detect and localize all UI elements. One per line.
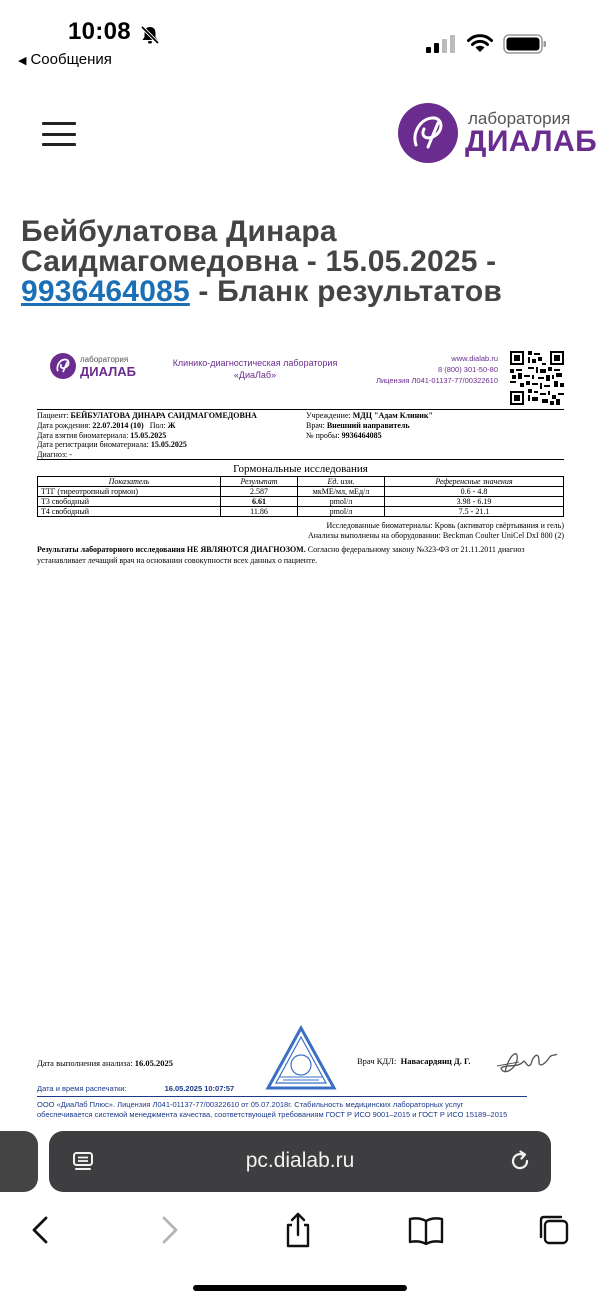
table-row [38,487,564,497]
llc-info [37,1100,537,1120]
bell-muted-icon [139,24,161,46]
back-triangle-icon: ◀ [18,55,27,67]
menu-button[interactable] [42,122,76,146]
col-header: Референсные значения [385,477,564,487]
diag-label: Диагноз: [37,450,68,460]
dob-value: 22.07.2014 (10) [92,420,144,430]
battery-icon [503,34,547,54]
equipment-text: Анализы выполнены на оборудовании: Beckman Coulter UniCel DxI 800 (2) [307,531,564,540]
doc-lab-name [170,357,340,381]
printed-label: Дата и время распечатки: [37,1084,127,1093]
print-datetime [37,1084,234,1093]
cell-unit: pmol/л [298,497,385,507]
doc-lab-line2: «ДиаЛаб» [233,370,277,380]
back-chevron-icon[interactable] [20,1210,60,1250]
kdl-value: Навасардянц Д. Г. [400,1056,471,1066]
disclaimer-bold: Результаты лабораторного исследования НЕ ЯВЛЯЮТСЯ ДИАГНОЗОМ. [37,545,306,554]
dialab-logo[interactable] [398,103,598,165]
bookmarks-icon[interactable] [406,1210,446,1250]
doc-logo-caption: лаборатория [80,355,129,364]
home-indicator[interactable] [193,1285,407,1291]
doc-logo [50,353,140,383]
disclaimer-text: Согласно федеральному закону №323-ФЗ от 21.11.2011 диагноз устанавливает лечащий врач на основании совокупности всех данных о пациенте. [37,545,525,565]
taken-value: 15.05.2025 [130,430,167,440]
sex-value: Ж [167,420,176,430]
doc-logo-wordmark: ДИАЛАБ [80,364,137,379]
logo-caption: лаборатория [468,109,571,128]
menu-line [42,143,76,146]
biomaterial-text: Исследованные биоматериалы: Кровь (активатор свёртывания и гель) [326,521,564,530]
footer-rule [37,1096,527,1097]
doc-site: www.dialab.ru [451,354,498,363]
table-row [38,497,564,507]
doc-contacts [360,353,498,386]
biomaterial-info [308,521,564,541]
institution-info [306,411,433,440]
cell-result: 6.61 [221,497,298,507]
patient-info [37,411,257,460]
llc-line1: ООО «ДиаЛаб Плюс». Лицензия Л041-01137-77/00322610 от 05.07.2018г. Стабильность медицинских лабораторных услуг [37,1100,464,1109]
llc-line2: обеспечивается системой менеджмента качества, соответствующей требованиям ГОСТ Р ИСО 9001–2015 и ГОСТ Р ИСО 15189–2015 [37,1110,508,1119]
disclaimer [37,545,567,566]
title-text-part1: Бейбулатова Динара Саидмагомедовна - 15.05.2025 - [21,215,497,278]
reg-value: 15.05.2025 [150,440,187,450]
url-text: pc.dialab.ru [245,1149,355,1172]
diag-value: - [69,450,72,460]
status-bar [0,0,600,80]
qr-code-icon [510,351,564,405]
inst-value: МДЦ "Адам Клиник" [352,411,433,420]
back-app-label: Сообщения [30,51,112,68]
doc-logo-swirl-icon [50,353,76,379]
cell-ref: 0.6 - 4.8 [385,487,564,497]
inst-label: Учреждение: [306,411,351,420]
col-header: Ед. изм. [298,477,385,487]
sex-label: Пол: [149,420,166,430]
doc-license: Лицензия Л041-01137-77/00322610 [376,376,498,385]
col-header: Показатель [38,477,221,487]
taken-label: Дата взятия биоматериала: [37,430,129,440]
logo-swirl-icon [398,103,458,163]
sample-value: 9936464085 [341,430,382,440]
doc-logo-circle-icon [50,353,76,379]
reg-label: Дата регистрации биоматериала: [37,440,149,450]
menu-line [42,122,76,125]
done-label: Дата выполнения анализа: [37,1058,133,1068]
section-title: Гормональные исследования [233,463,368,475]
logo-wordmark: ДИАЛАБ [465,125,598,158]
patient-label: Пациент: [37,411,69,420]
results-table [37,476,564,517]
sample-label: № пробы: [306,430,340,440]
cellular-signal-icon [424,35,458,53]
cell-unit: pmol/л [298,507,385,517]
cell-result: 2.587 [221,487,298,497]
cell-name: ТТГ (тиреотропный гормон) [38,487,221,497]
dob-label: Дата рождения: [37,420,91,430]
cell-ref: 3.98 - 6.19 [385,497,564,507]
reload-icon[interactable] [507,1148,533,1174]
printed-value: 16.05.2025 10:07:57 [164,1084,235,1093]
certification-stamp-icon [265,1025,337,1091]
back-to-app-link[interactable] [18,51,112,68]
title-text-part2: - Бланк результатов [198,275,503,308]
table-row [38,507,564,517]
doc-rule [37,459,564,460]
status-time: 10:08 [68,18,131,45]
doc-lab-line1: Клинико-диагностическая лаборатория [172,358,338,368]
cell-name: Т4 свободный [38,507,221,517]
patient-name: БЕЙБУЛАТОВА ДИНАРА САИДМАГОМЕДОВНА [70,411,257,420]
col-header: Результат [221,477,298,487]
doc-phone: 8 (800) 301-50-80 [437,365,498,374]
kdl-label: Врач КДЛ: [357,1056,397,1066]
previous-tab-preview[interactable] [0,1131,38,1192]
logo-circle-icon [398,103,458,163]
cell-result: 11.86 [221,507,298,517]
table-header-row [38,477,564,487]
signature-icon [495,1042,561,1082]
done-value: 16.05.2025 [134,1058,173,1068]
menu-line [42,133,76,136]
doctor-label: Врач: [306,420,325,430]
sample-number-link[interactable]: 9936464085 [21,275,190,308]
share-icon[interactable] [278,1210,318,1250]
doctor-value: Внешний направитель [326,420,410,430]
wifi-icon [466,33,494,53]
done-date [37,1058,173,1068]
kdl-doctor [357,1056,471,1066]
cell-name: Т3 свободный [38,497,221,507]
address-bar[interactable] [49,1131,551,1192]
forward-chevron-icon[interactable] [150,1210,190,1250]
doc-rule [37,409,564,410]
cell-ref: 7.5 - 21.1 [385,507,564,517]
tabs-icon[interactable] [534,1210,574,1250]
page-title [21,217,581,307]
cell-unit: мкМЕ/мл, мЕд/л [298,487,385,497]
